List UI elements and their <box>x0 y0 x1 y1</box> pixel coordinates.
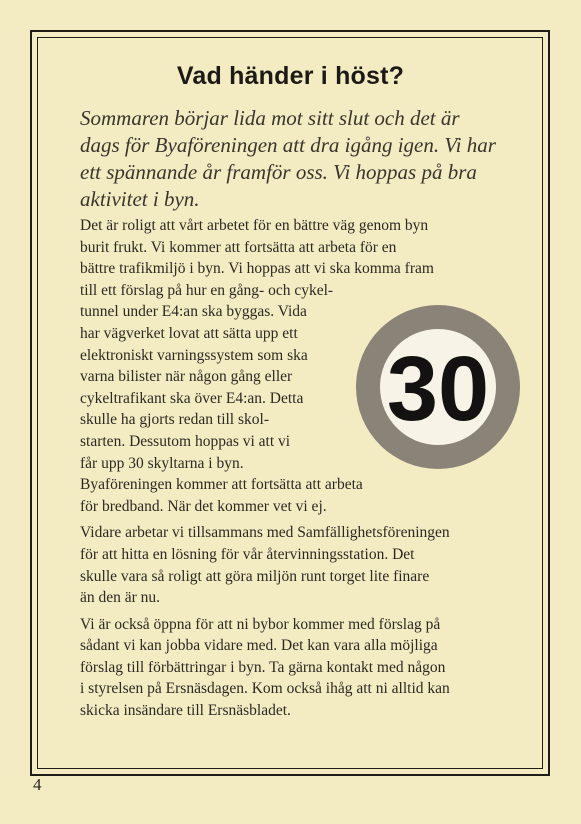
body-line: sådant vi kan jobba vidare med. Det kan vara alla möjliga <box>80 637 438 655</box>
paragraph-suggestions <box>80 614 525 722</box>
body-line: starten. Dessutom hoppas vi att vi <box>80 432 291 450</box>
body-line: skicka insändare till Ersnäsbladet. <box>80 702 291 720</box>
body-line: cykeltrafikant ska över E4:an. Detta <box>80 389 304 407</box>
body-line: skulle vara så roligt att göra miljön runt torget lite finare <box>80 567 430 585</box>
body-line: får upp 30 skyltarna i byn. <box>80 454 244 472</box>
body-line: burit frukt. Vi kommer att fortsätta att arbeta för en <box>80 238 397 256</box>
body-line: bättre trafikmiljö i byn. Vi hoppas att vi ska komma fram <box>80 260 434 278</box>
page-number: 4 <box>33 775 42 794</box>
body-line: förslag till förbättringar i byn. Ta gärna kontakt med någon <box>80 658 446 676</box>
body-line: tunnel under E4:an ska byggas. Vida <box>80 303 307 321</box>
body-line: Byaföreningen kommer att fortsätta att arbeta <box>80 476 363 494</box>
paragraph-recycling <box>80 522 525 608</box>
body-line: än den är nu. <box>80 589 161 607</box>
intro-line: Sommaren börjar lida mot sitt slut och det är <box>80 106 460 130</box>
body-line: Vidare arbetar vi tillsammans med Samfällighetsföreningen <box>80 524 450 542</box>
body-line: varna bilister när någon gång eller <box>80 368 293 386</box>
paragraph-broadband <box>80 474 525 517</box>
speed-limit-sign-icon <box>353 302 523 472</box>
intro-line: ett spännande år framför oss. Vi hoppas på bra <box>80 160 477 184</box>
body-line: elektroniskt varningssystem som ska <box>80 346 308 364</box>
article-intro <box>80 105 525 213</box>
body-line: skulle ha gjorts redan till skol- <box>80 411 269 429</box>
article-title: Vad händer i höst? <box>176 62 405 90</box>
body-line: för att hitta en lösning för vår återvinningsstation. Det <box>80 545 415 563</box>
body-line: i styrelsen på Ersnäsdagen. Kom också ihåg att ni alltid kan <box>80 680 450 698</box>
body-line: för bredband. När det kommer vet vi ej. <box>80 497 327 515</box>
intro-line: dags för Byaföreningen att dra igång igen. Vi har <box>80 133 496 157</box>
body-line: har vägverket lovat att sätta upp ett <box>80 324 298 342</box>
body-line: till ett förslag på hur en gång- och cykel- <box>80 281 334 299</box>
speed-limit-value: 30 <box>386 338 490 440</box>
body-line: Vi är också öppna för att ni bybor kommer med förslag på <box>80 615 441 633</box>
body-line: Det är roligt att vårt arbetet för en bättre väg genom byn <box>80 217 429 234</box>
intro-line: aktivitet i byn. <box>80 187 200 211</box>
